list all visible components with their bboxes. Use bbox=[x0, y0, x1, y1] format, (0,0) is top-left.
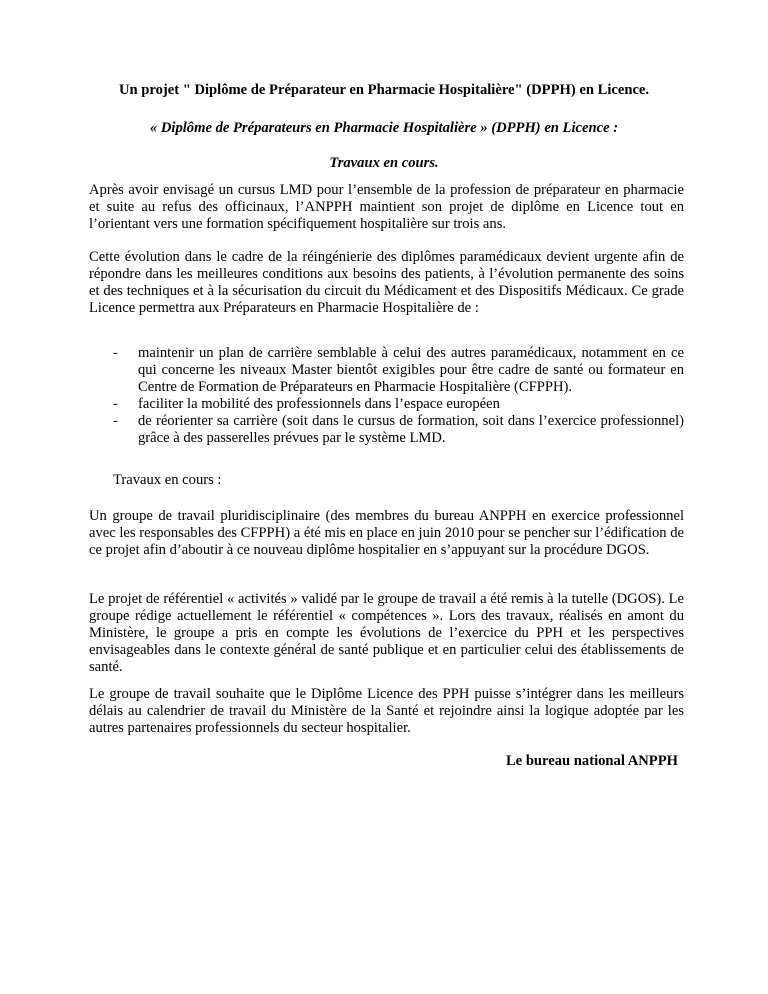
list-bullet: - bbox=[113, 396, 118, 412]
list-item bbox=[113, 396, 684, 413]
paragraph-intro: Après avoir envisagé un cursus LMD pour l’ensemble de la profession de préparateur en pharmacie et suite au refus des officinaux, l’ANPPH maintient son projet de diplôme en Licence tout en l’orientant vers une formation spécifiquement hospitalière sur trois ans. bbox=[89, 182, 684, 232]
paragraph-conclusion: Le groupe de travail souhaite que le Diplôme Licence des PPH puisse s’intégrer dans les meilleurs délais au calendrier de travail du Ministère de la Santé et rejoindre ainsi la logique adoptée par les autres partenaires professionnels du secteur hospitalier. bbox=[89, 686, 684, 736]
list-item bbox=[113, 345, 684, 396]
signature: Le bureau national ANPPH bbox=[505, 753, 678, 769]
document-subtitle: « Diplôme de Préparateurs en Pharmacie Hospitalière » (DPPH) en Licence : bbox=[149, 120, 619, 136]
paragraph-working-group: Un groupe de travail pluridisciplinaire (des membres du bureau ANPPH en exercice professionnel avec les responsables des CFPPH) a été mis en place en juin 2010 pour se pencher sur l’édification de ce projet afin d’aboutir à ce nouveau diplôme hospitalier en s’appuyant sur la procédure DGOS. bbox=[89, 508, 684, 558]
list-item-text: maintenir un plan de carrière semblable à celui des autres paramédicaux, notamment en ce qui concerne les niveaux Master bientôt exigibles pour être cadre de santé ou formateur en Centre de Formation de Préparateurs en Pharmacie Hospitalière (CFPPH). bbox=[138, 345, 684, 395]
objectives-list bbox=[113, 345, 684, 447]
status-heading: Travaux en cours. bbox=[329, 155, 439, 171]
list-bullet: - bbox=[113, 413, 118, 429]
list-bullet: - bbox=[113, 345, 118, 361]
document-title: Un projet " Diplôme de Préparateur en Pharmacie Hospitalière" (DPPH) en Licence. bbox=[118, 82, 650, 98]
section-label: Travaux en cours : bbox=[113, 472, 222, 488]
list-item-text: de réorienter sa carrière (soit dans le cursus de formation, soit dans l’exercice professionnel) grâce à des passerelles prévues par le système LMD. bbox=[138, 413, 684, 446]
list-item-text: faciliter la mobilité des professionnels dans l’espace européen bbox=[138, 396, 500, 412]
paragraph-evolution: Cette évolution dans le cadre de la réingénierie des diplômes paramédicaux devient urgente afin de répondre dans les meilleures conditions aux besoins des patients, à l’évolution permanente des soins et des techniques et à la sécurisation du circuit du Médicament et des Dispositifs Médicaux. Ce grade Licence permettra aux Préparateurs en Pharmacie Hospitalière de : bbox=[89, 249, 684, 316]
paragraph-referential: Le projet de référentiel « activités » validé par le groupe de travail a été remis à la tutelle (DGOS). Le groupe rédige actuellement le référentiel « compétences ». Lors des travaux, réalisés en amont du Ministère, le groupe a pris en compte les évolutions de l’exercice du PPH et les perspectives envisageables dans le contexte général de santé publique et en particulier celui des établissements de santé. bbox=[89, 591, 684, 675]
list-item bbox=[113, 413, 684, 447]
